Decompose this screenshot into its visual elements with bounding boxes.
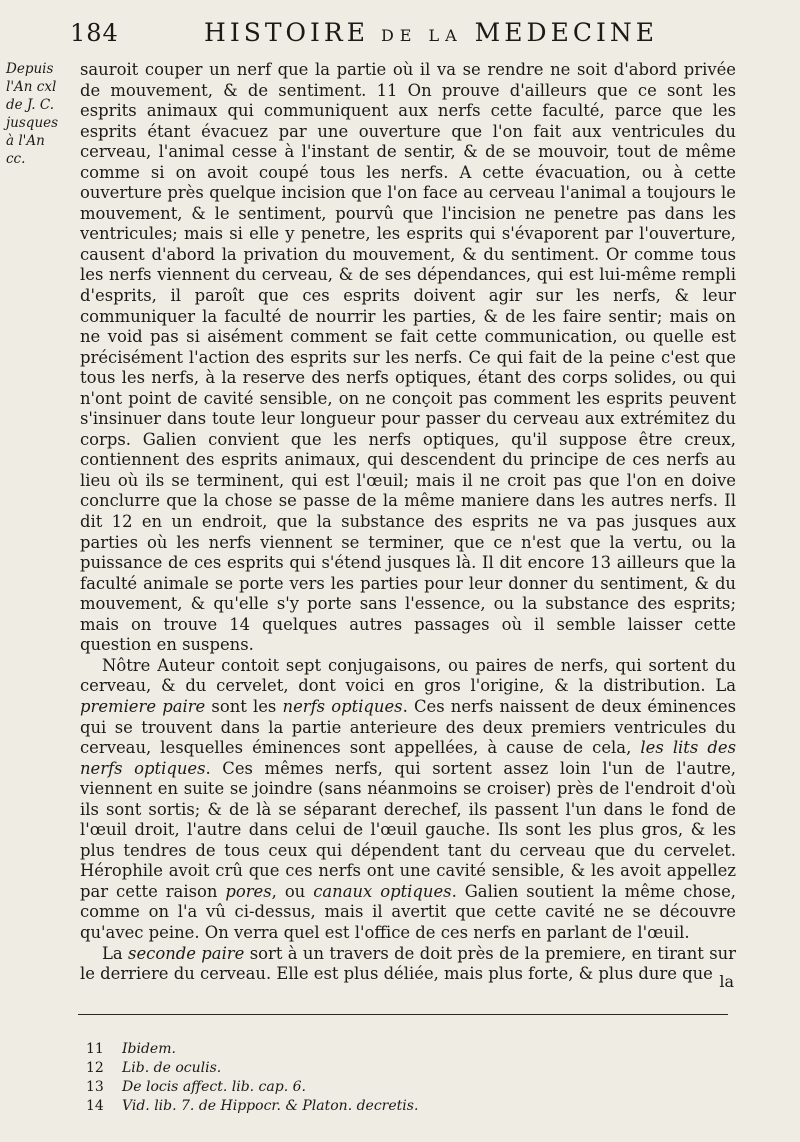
text-run: sont les xyxy=(205,696,283,716)
italic-term: canaux optiques xyxy=(313,881,452,901)
text-run: La xyxy=(102,943,129,963)
footnote-ref: 14 xyxy=(229,614,251,634)
paragraph xyxy=(80,60,736,656)
footnote xyxy=(86,1097,686,1116)
footnote-number: 11 xyxy=(86,1041,104,1057)
text-run: quelques autres passages où il semble laisser cette question en suspens. xyxy=(80,614,736,655)
footnote-number: 12 xyxy=(86,1060,104,1076)
text-run: . Ces nerfs naissent de deux éminences qui se trouvent dans la partie anterieure des deux premiers ventricules du cerveau, lesquelles éminences sont appellées, à cause de cela, xyxy=(80,696,736,758)
italic-term: seconde paire xyxy=(128,943,245,963)
margin-note-line: de J. C. xyxy=(6,97,55,113)
footnote xyxy=(86,1040,686,1059)
catchword: la xyxy=(719,972,734,991)
text-run: . Ces mêmes nerfs, qui sortent assez loin l'un de l'autre, viennent en suite se joindre (sans néanmoins se croiser) près de l'endroit d'où ils sont sortis; & de là se séparant derechef, ils passent l'un dans le fond de l'œuil droit, l'autre dans celui de l'œuil gauche. Ils sont les plus gros, & les plus tendres de tous ceux qui dépendent tant du cerveau que du cervelet. Hérophile avoit crû que ces nerfs ont une cavité sensible, & les avoit appellez par cette raison xyxy=(80,758,736,901)
running-title xyxy=(132,18,730,47)
title-word-histoire: HISTOIRE xyxy=(204,18,369,47)
footnote-text: Ibidem. xyxy=(122,1041,176,1057)
footnote-number: 14 xyxy=(86,1098,104,1114)
italic-term: premiere paire xyxy=(80,696,206,716)
italic-term: les lits des nerfs optiques xyxy=(80,738,736,778)
body-text xyxy=(80,60,736,985)
title-word-de-la: DE LA xyxy=(380,26,463,45)
text-run: ailleurs que la faculté animale se porte vers les parties pour leur donner du sentiment, & du mouvement, & qu'elle s'y porte sans l'essence, ou la substance des esprits; mais on trouve xyxy=(80,553,736,634)
footnote-number: 13 xyxy=(86,1079,104,1095)
margin-note xyxy=(6,60,76,168)
title-word-medecine: MEDECINE xyxy=(474,18,658,47)
footnote-ref: 11 xyxy=(376,80,398,100)
margin-note-line: l'An cxl xyxy=(6,79,57,95)
footnote-text: Vid. lib. 7. de Hippocr. & Platon. decretis. xyxy=(122,1098,419,1114)
footnote-ref: 12 xyxy=(111,512,133,532)
text-run: en un endroit, que la substance des esprits ne va pas jusques aux parties où les nerfs viennent se terminer, que ce n'est que la vertu, ou la puissance de ces esprits qui s'étend jusques là. Il dit encore xyxy=(80,512,737,573)
text-run: Nôtre Auteur contoit sept conjugaisons, ou paires de nerfs, qui sortent du cerveau, & du cervelet, dont voici en gros l'origine, & la distribution. La xyxy=(80,655,736,696)
footnote xyxy=(86,1059,686,1078)
margin-note-line: à l'An xyxy=(6,133,45,149)
italic-term: nerfs optiques xyxy=(282,696,403,716)
paragraph xyxy=(80,944,736,985)
running-header xyxy=(70,18,730,54)
footnote-text: Lib. de oculis. xyxy=(122,1060,222,1076)
footnote-text: De locis affect. lib. cap. 6. xyxy=(122,1079,306,1095)
text-run: sort à un travers de doit près de la premiere, en tirant sur le derriere du cerveau. Elle est plus déliée, mais plus forte, & plus dure que xyxy=(80,943,737,984)
italic-term: pores xyxy=(225,881,272,901)
margin-note-line: jusques xyxy=(6,115,59,131)
paragraph xyxy=(80,656,736,944)
text-run: sauroit couper un nerf que la partie où il va se rendre ne soit d'abord privée de mouvement, & de sentiment. xyxy=(80,60,736,100)
margin-note-line: cc. xyxy=(6,151,26,167)
text-run: On prouve d'ailleurs que ce sont les esprits animaux qui communiquent aux nerfs cette faculté, parce que les esprits étant évacuez par une ouverture que l'on fait aux ventricules du cerveau, l'animal cesse à l'instant de sentir, & de se mouvoir, tout de même comme si on avoit coupé tous les nerfs. A cette évacuation, ou à cette ouverture près quelque incision que l'on face au cerveau l'animal a toujours le mouvement, & le sentiment, pourvû que l'incision ne penetre pas dans les ventricules; mais si elle y penetre, les esprits qui s'évaporent par l'ouverture, causent d'abord la privation du mouvement, & du sentiment. Or comme tous les nerfs viennent du cerveau, & de ses dépendances, qui est lui-même rempli d'esprits, il paroît que ces esprits doivent agir sur les nerfs, & leur communiquer la faculté de nourrir les parties, & de les faire sentir; mais on ne void pas si aisément comment se fait cette communication, ou quelle est précisément l'action des esprits sur les nerfs. Ce qui fait de la peine c'est que tous les nerfs, à la reserve des nerfs optiques, étant des corps solides, ou qui n'ont point de cavité sensible, on ne conçoit pas comment les esprits peuvent s'insinuer dans toute leur longueur pour passer du cerveau aux extrémitez du corps. Galien convient que les nerfs optiques, qu'il suppose être creux, contiennent des esprits animaux, qui descendent du principe de ces nerfs au lieu où ils se terminent, qui est l'œuil; mais il ne croit pas que l'on en doive conclurre que la chose se passe de la même maniere dans les autres nerfs. Il dit xyxy=(80,80,736,532)
footnote-ref: 13 xyxy=(590,553,612,573)
footnote xyxy=(86,1078,686,1097)
page-number: 184 xyxy=(70,19,119,47)
margin-note-line: Depuis xyxy=(6,61,54,77)
footnote-rule xyxy=(78,1014,728,1015)
footnotes xyxy=(86,1040,686,1116)
text-run: . Galien soutient la même chose, comme on l'a vû ci-dessus, mais il avertit que cette cavité ne se découvre qu'avec peine. On verra quel est l'office de ces nerfs en parlant de l'œuil. xyxy=(80,881,736,942)
text-run: , ou xyxy=(271,881,314,901)
